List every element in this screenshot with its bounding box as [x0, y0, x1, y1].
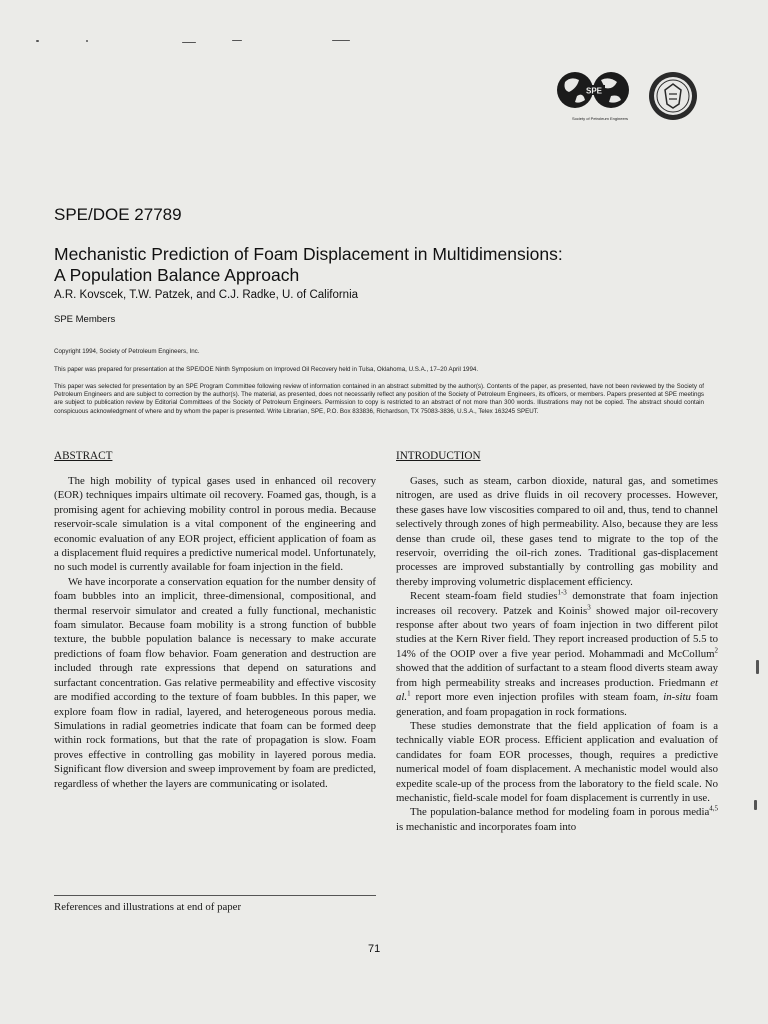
intro-p2-text-b: demonstrate that foam injection increases oil recovery. Patzek and Koinis — [396, 590, 718, 617]
review-notice: This paper was selected for presentation by an SPE Program Committee following review of information contained in an abstract submitted by the author(s). Contents of the paper, as presented, have not been reviewed by the Society of Petroleum Engineers and are subject to correction by the author(s). The material, as presented, does not necessarily reflect any position of the Society of Petroleum Engineers, its officers, or members. Papers presented at SPE meetings are subject to publication review by Editorial Committees of the Society of Petroleum Engineers. Permission to copy is restricted to an abstract of not more than 300 words. Illustrations may not be copied. The abstract should contain conspicuous acknowledgment of where and by whom the paper is presented. Write Librarian, SPE, P.O. Box 833836, Richardson, TX 75083-3836, U.S.A., Telex 163245 SPEUT. — [54, 383, 704, 415]
scan-speck — [754, 800, 757, 810]
abstract-heading: ABSTRACT — [54, 450, 113, 462]
introduction-column — [396, 450, 718, 834]
spe-members-label: SPE Members — [54, 314, 116, 325]
page-number: 71 — [368, 943, 381, 955]
intro-p2-text-a: Recent steam-foam field studies — [410, 590, 558, 603]
header-logos — [550, 70, 710, 130]
abstract-paragraph-2: We have incorporate a conservation equation for the number density of foam bubbles into an implicit, three-dimensional, compositional, and thermal reservoir simulator and created a fully functional, mechanistic foam simulator. Because foam mobility is a strong function of bubble texture, the bubble population balance is necessary to make accurate predictions of foam flow behavior. Foam generation and destruction are included through rate expressions that depend on saturations and surfactant concentration. Gas relative permeability and effective viscosity are modified according to the texture of foam bubbles. In this paper, we explore foam flow in radial, layered, and heterogeneous porous media. Simulations in radial geometries indicate that foam can be formed deep within rock formations, but that the rate of propagation is slow. Foam proves effective in controlling gas mobility in layered porous media. Significant flow diversion and sweep improvement by foam are predicted, regardless of whether the layers are communicating or isolated. — [54, 575, 376, 790]
intro-p2-text-c: showed major oil-recovery response after about two years of foam injection in two different pilot studies at the Kern River field. They report increased production of 5.5 to 14% of the OOIP over a five year period. Mohammadi and McCollum — [396, 604, 718, 660]
intro-p4-text-a: The population-balance method for modeling foam in porous media — [410, 806, 710, 819]
presentation-notice: This paper was prepared for presentation at the SPE/DOE Ninth Symposium on Improved Oil Recovery held in Tulsa, Oklahoma, U.S.A., 17–20 April 1994. — [54, 366, 479, 373]
intro-p2-text-f: foam generation, and foam propagation in rock formations. — [396, 691, 718, 718]
intro-p4-text-b: is mechanistic and incorporates foam into — [396, 820, 577, 833]
references-note: References and illustrations at end of paper — [54, 901, 242, 913]
intro-paragraph-4 — [396, 805, 718, 834]
paper-title — [54, 244, 704, 286]
title-line-1: Mechanistic Prediction of Foam Displacement in Multidimensions: — [54, 244, 563, 264]
intro-p2-text-d: showed that the addition of surfactant to a steam flood diverts steam away from high permeability streaks and increases production. Friedmann — [396, 662, 718, 689]
et-al-italic: et al. — [396, 676, 718, 704]
intro-paragraph-3: These studies demonstrate that the field application of foam is a technically viable EOR process. Efficient application and evaluation of candidates for foam EOR processes, though, requires a predictive numerical model of foam displacement. A mechanistic model would also expedite scale-up of the process from the laboratory to the field scale. No mechanistic, field-scale model for foam displacement is currently in use. — [396, 719, 718, 804]
intro-paragraph-2 — [396, 589, 718, 719]
scan-speck — [182, 42, 196, 43]
abstract-column — [54, 450, 376, 791]
in-situ-italic: in-situ — [663, 691, 691, 704]
scan-speck — [232, 40, 242, 41]
copyright-notice: Copyright 1994, Society of Petroleum Engineers, Inc. — [54, 348, 200, 355]
spe-globe-logo — [555, 70, 635, 110]
author-list: A.R. Kovscek, T.W. Patzek, and C.J. Radke, U. of California — [54, 289, 359, 301]
spe-logo-text: SPE — [585, 86, 603, 96]
scan-speck — [332, 40, 350, 41]
abstract-paragraph-1: The high mobility of typical gases used in enhanced oil recovery (EOR) techniques impairs ultimate oil recovery. Foamed gas, though, is a promising agent for achieving mobility control in porous media. Because reservoir-scale simulation is a vital component of the engineering and economic evaluation of any EOR project, efficient application of foam as a displacement fluid requires a predictive numerical model. Unfortunately, no such model is currently available for foam injection in the field. — [54, 475, 376, 574]
scan-speck — [36, 40, 39, 42]
citation-4-5: 4,5 — [709, 804, 718, 813]
doe-seal-logo — [647, 70, 699, 122]
scan-speck — [86, 40, 88, 42]
footnote-divider — [54, 895, 376, 896]
scan-speck — [756, 660, 759, 674]
citation-1-3: 1-3 — [557, 588, 567, 597]
title-line-2: A Population Balance Approach — [54, 265, 300, 285]
spe-logo-caption: Society of Petroleum Engineers — [571, 116, 629, 121]
intro-p2-text-e: report more even injection profiles with steam foam, — [410, 691, 664, 704]
citation-1: 1 — [407, 689, 411, 698]
paper-number: SPE/DOE 27789 — [54, 205, 182, 224]
citation-3: 3 — [587, 603, 591, 612]
intro-paragraph-1: Gases, such as steam, carbon dioxide, natural gas, and sometimes nitrogen, are used as drive fluids in oil recovery processes. However, these gases have low viscosities compared to oil and, thus, tend to channel selectively through zones of high permeability. Also, because they are less dense than crude oil, these gases tend to migrate to the top of the reservoir, overriding the oil-rich zones. Traditional gas-displacement processes are improved substantially by controlling gas mobility and thereby improving volumetric displacement efficiency. — [396, 475, 718, 588]
citation-2: 2 — [714, 646, 718, 655]
introduction-heading: INTRODUCTION — [396, 450, 481, 462]
